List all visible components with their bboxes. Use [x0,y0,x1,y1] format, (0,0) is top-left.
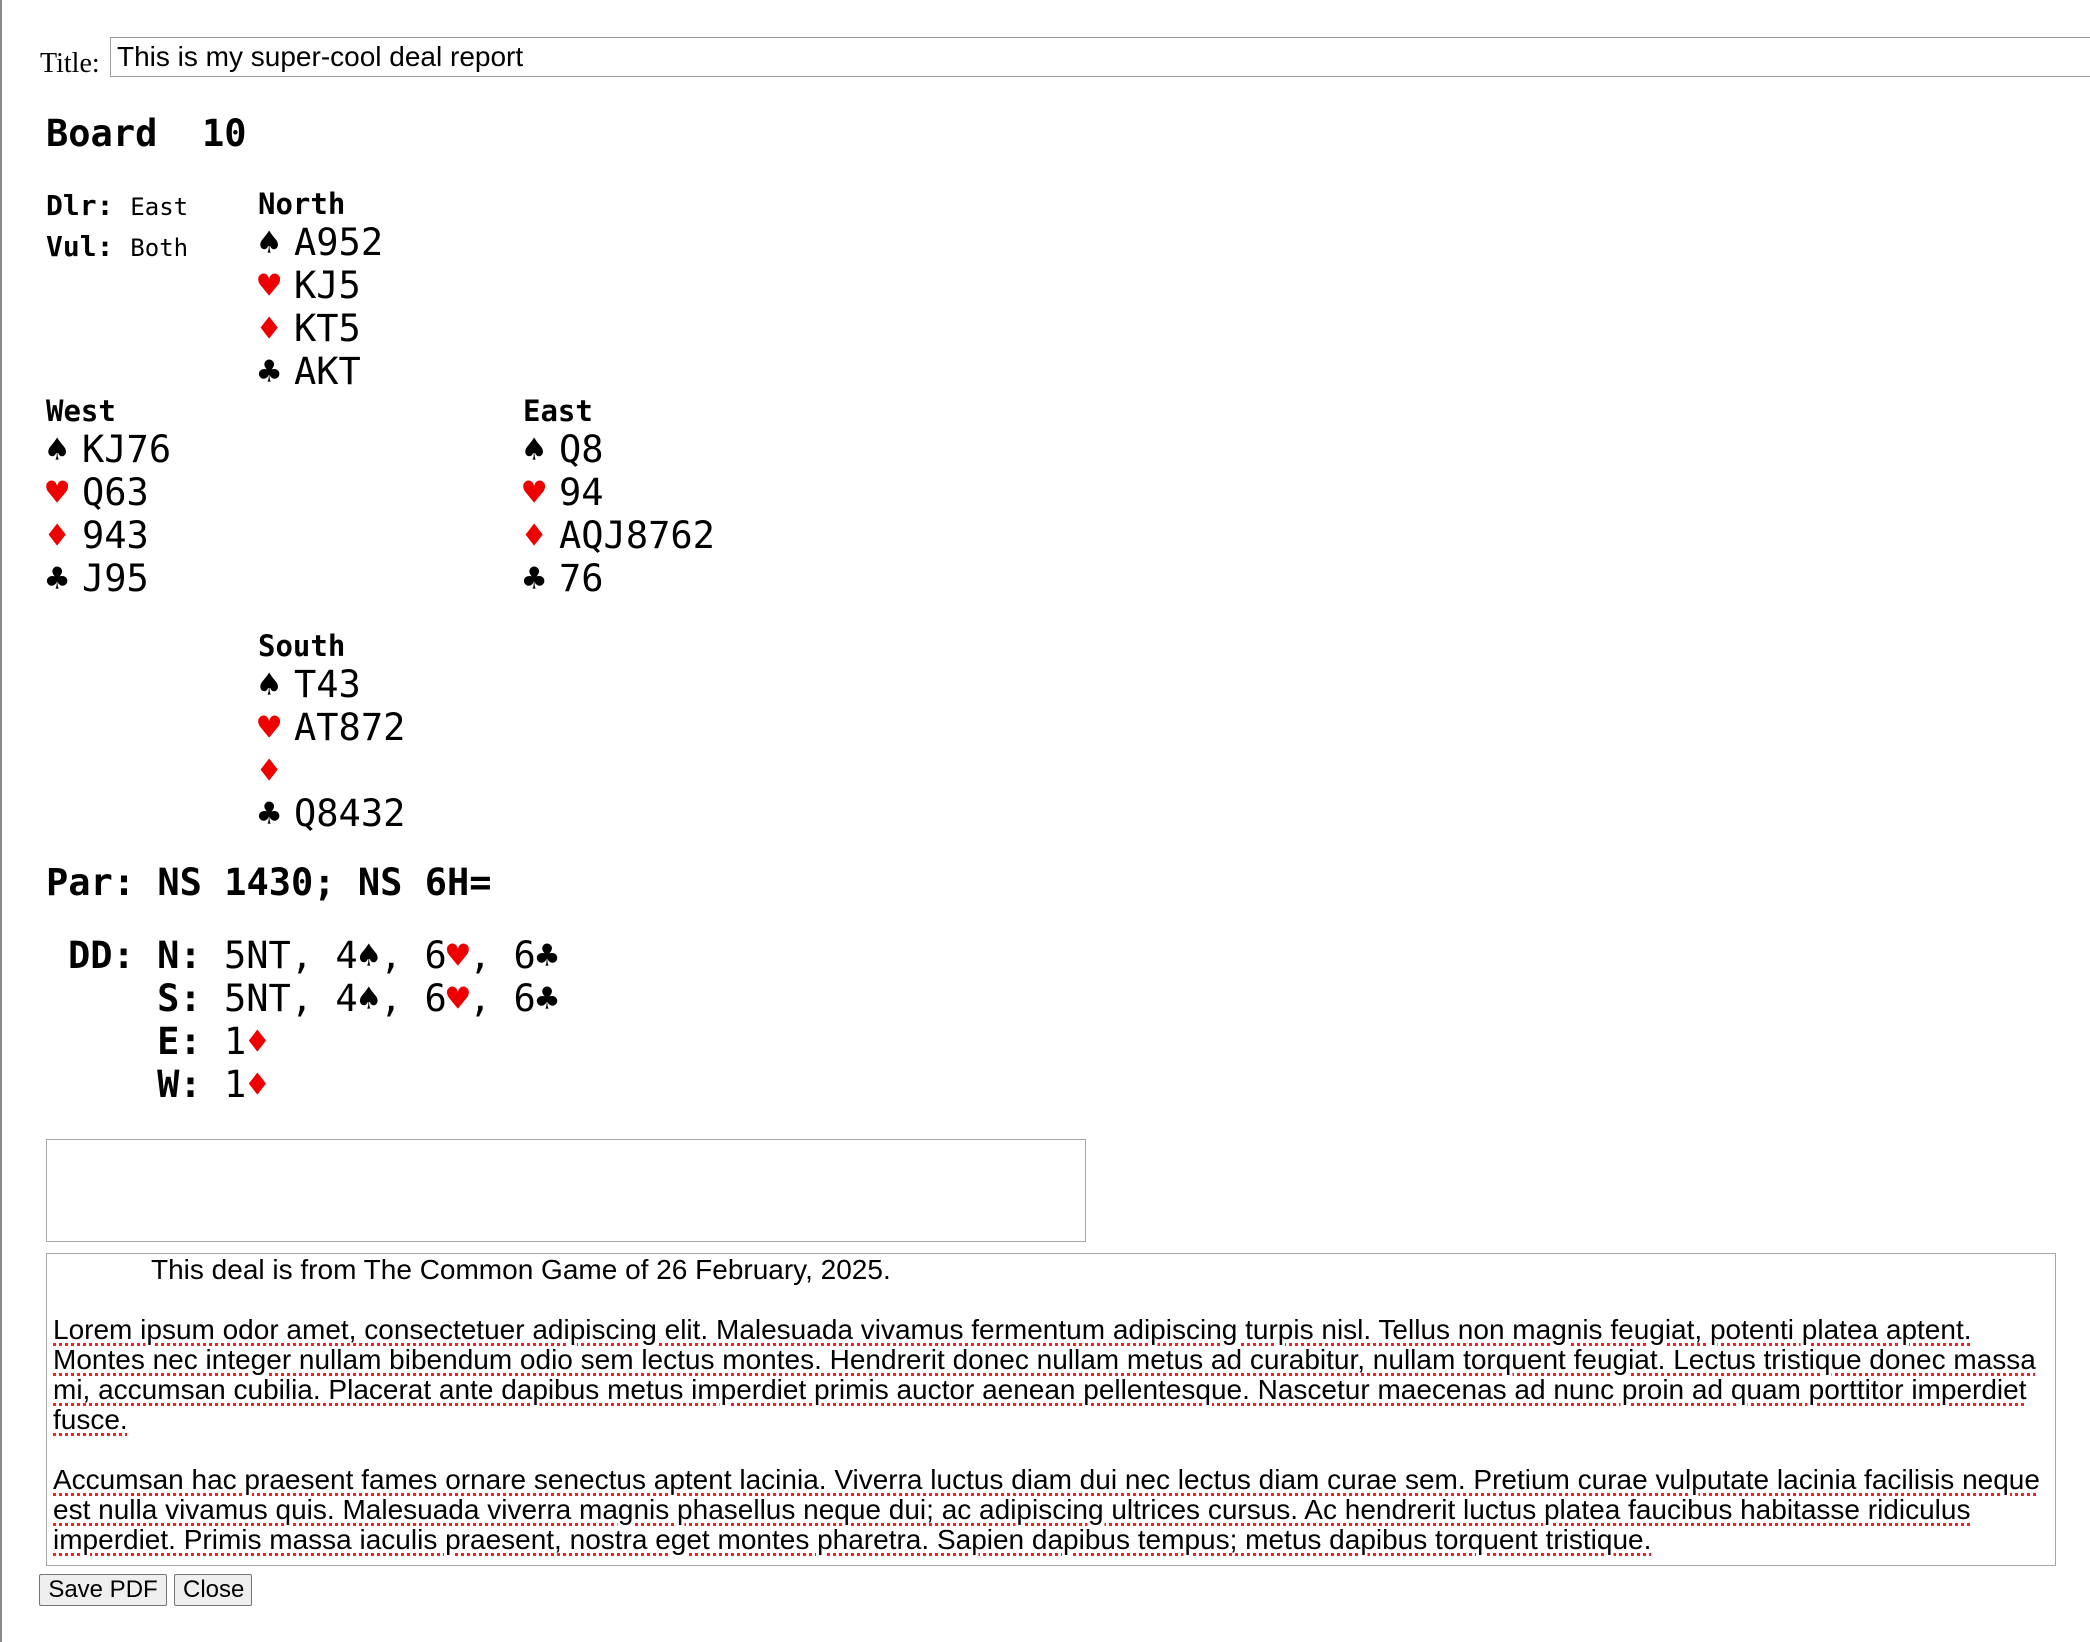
diamond-icon: ♦ [523,514,546,557]
south-spades [258,663,405,706]
north-hearts [258,264,383,307]
dd-contract: , 6 [469,977,536,1020]
spade-icon: ♠ [357,934,380,977]
diamond-icon: ♦ [46,514,69,557]
east-hand [523,394,715,600]
hand-name-north: North [258,187,346,221]
commentary-paragraph: Accumsan hac praesent fames ornare senectus aptent lacinia. Viverra luctus diam dui nec lectus diam curae sem. Pretium curae vulputate lacinia facilisis neque est nulla vivamus quis. Malesuada viverra magnis phasellus neque dui; ac adipiscing ultrices cursus. Ac hendrerit luctus platea faucibus habitasse ridiculus imperdiet. Primis massa iaculis praesent, nostra eget montes pharetra. Sapien dapibus tempus; metus dapibus torquent tristique. [53,1464,2040,1555]
commentary-intro: This deal is from The Common Game of 26 February, 2025. [151,1254,891,1285]
diamond-icon: ♦ [258,307,281,350]
dd-seat: N: [157,934,202,977]
east-diamonds-cards: AQJ8762 [559,514,715,557]
heart-icon: ♥ [258,706,281,749]
dd-contract: 1 [223,1020,247,1063]
heart-icon: ♥ [46,471,69,514]
north-hand [258,187,383,393]
save-pdf-button[interactable]: Save PDF [39,1574,167,1606]
north-clubs-cards: AKT [294,350,361,393]
dd-row-east [68,1020,558,1063]
dd-label: DD: [68,934,135,977]
vul-value: Both [130,234,189,262]
club-icon: ♣ [535,934,559,977]
east-hearts-cards: 94 [559,471,604,514]
club-icon: ♣ [46,557,69,600]
spade-icon: ♠ [258,663,281,706]
north-hearts-cards: KJ5 [294,264,361,307]
west-diamonds-cards: 943 [82,514,149,557]
club-icon: ♣ [258,792,281,835]
spade-icon: ♠ [258,221,281,264]
south-clubs [258,792,405,835]
dd-seat: W: [157,1063,202,1106]
dd-seat: S: [157,977,202,1020]
north-spades [258,221,383,264]
west-diamonds [46,514,171,557]
board-heading [46,112,247,155]
south-hand [258,629,405,835]
east-clubs-cards: 76 [559,557,604,600]
close-button[interactable]: Close [174,1574,252,1606]
club-icon: ♣ [535,977,559,1020]
dealer-value: East [130,193,189,221]
dd-row-west [68,1063,558,1106]
north-diamonds-cards: KT5 [294,307,361,350]
diamond-icon: ♦ [246,1020,269,1063]
west-hearts [46,471,171,514]
title-input[interactable] [110,37,2090,77]
dd-contract: 5NT, 4 [223,977,358,1020]
vul-key: Vul: [46,230,114,263]
hand-name-east: East [523,394,593,428]
diamond-icon: ♦ [258,749,281,792]
spade-icon: ♠ [46,428,69,471]
south-spades-cards: T43 [294,663,361,706]
east-diamonds [523,514,715,557]
west-spades-cards: KJ76 [82,428,172,471]
club-icon: ♣ [523,557,546,600]
commentary-editor[interactable] [46,1253,2056,1566]
east-spades-cards: Q8 [559,428,604,471]
west-hand [46,394,171,600]
heart-icon: ♥ [446,977,469,1020]
north-diamonds [258,307,383,350]
dealer-key: Dlr: [46,189,114,222]
heart-icon: ♥ [523,471,546,514]
dd-row-south [68,977,558,1020]
heart-icon: ♥ [258,264,281,307]
west-hearts-cards: Q63 [82,471,149,514]
west-spades [46,428,171,471]
notes-textarea[interactable] [46,1139,1086,1242]
title-label: Title: [40,48,100,79]
hand-name-south: South [258,629,346,663]
east-clubs [523,557,715,600]
south-clubs-cards: Q8432 [294,792,406,835]
club-icon: ♣ [258,350,281,393]
north-clubs [258,350,383,393]
spade-icon: ♠ [357,977,380,1020]
hand-name-west: West [46,394,116,428]
spade-icon: ♠ [523,428,546,471]
dd-contract: 5NT, 4 [223,934,358,977]
board-label: Board [46,112,158,155]
south-diamonds [258,749,405,792]
diamond-icon: ♦ [246,1063,269,1106]
east-spades [523,428,715,471]
dealer-info [46,189,188,222]
dd-contract: , 6 [469,934,536,977]
double-dummy-results [68,934,558,1106]
west-clubs [46,557,171,600]
board-number: 10 [201,112,247,155]
heart-icon: ♥ [446,934,469,977]
vulnerability-info [46,230,188,263]
dd-contract: 1 [223,1063,247,1106]
dd-contract: , 6 [379,934,447,977]
dd-row-north [68,934,558,977]
west-clubs-cards: J95 [82,557,149,600]
south-hearts [258,706,405,749]
par-result: Par: NS 1430; NS 6H= [46,861,492,904]
north-spades-cards: A952 [294,221,384,264]
commentary-paragraph: Lorem ipsum odor amet, consectetuer adipiscing elit. Malesuada vivamus fermentum adipiscing turpis nisl. Tellus non magnis feugiat, potenti platea aptent. Montes nec integer nullam bibendum odio sem lectus montes. Hendrerit donec nullam metus ad curabitur, nullam torquent feugiat. Lectus tristique donec massa mi, accumsan cubilia. Placerat ante dapibus metus imperdiet primis auctor aenean pellentesque. Nascetur maecenas ad nunc proin ad quam porttitor imperdiet fusce. [53,1314,2036,1435]
dd-contract: , 6 [379,977,447,1020]
south-hearts-cards: AT872 [294,706,406,749]
dd-seat: E: [157,1020,202,1063]
east-hearts [523,471,715,514]
